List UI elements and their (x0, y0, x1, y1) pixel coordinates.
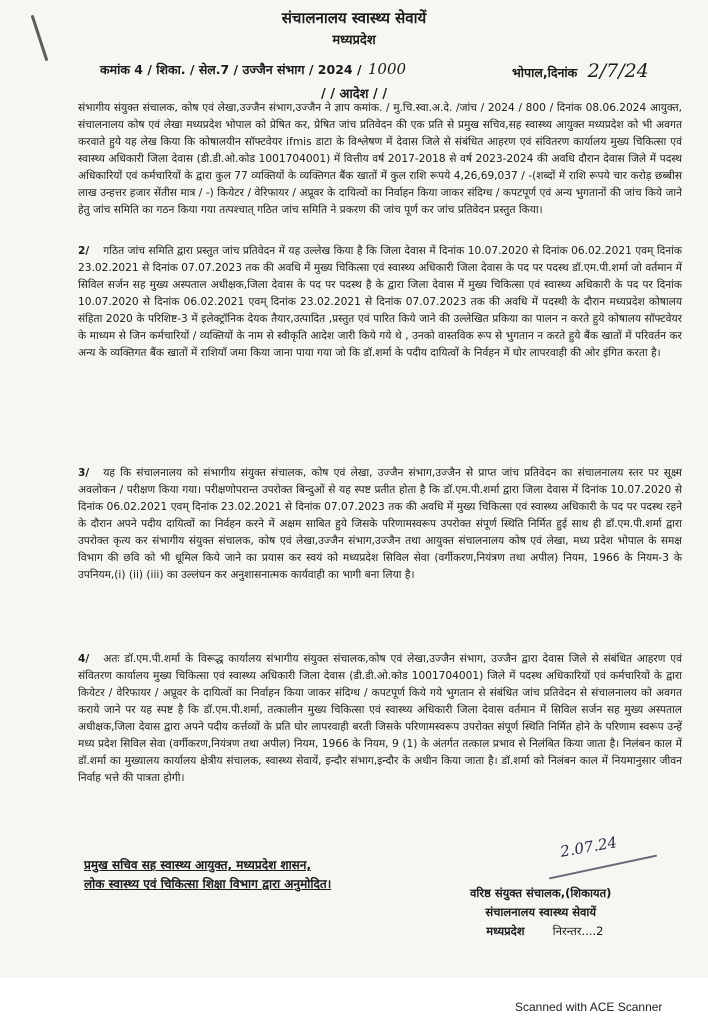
office-heading: संचालनालय स्वास्थ्य सेवायें (281, 9, 427, 27)
place-date (512, 60, 649, 82)
reference-number (100, 60, 408, 78)
reference-prefix: कमांक 4 / शिका. / सेल.7 / उज्जैन संभाग / 2024 / (100, 62, 362, 77)
paragraph-2-number: 2/ (78, 245, 90, 257)
signatory-office: संचालनालय स्वास्थ्य सेवायें (485, 905, 597, 919)
signatory-designation: वरिष्ठ संयुक्त संचालक,(शिकायत) (470, 886, 612, 900)
place-date-label: भोपाल,दिनांक (512, 65, 578, 80)
paragraph-4-number: 4/ (78, 653, 90, 665)
continued-note: निरन्तर....2 (552, 924, 604, 938)
reference-handwritten-number: 1000 (367, 60, 407, 78)
handwritten-date: 2/7/24 (587, 60, 649, 82)
approval-note (84, 856, 331, 894)
paragraph-3-text: यह कि संचालनालय को संभागीय संयुक्त संचालक, कोष एवं लेखा, उज्जैन संभाग,उज्जैन से प्राप्त जांच प्रतिवेदन का संचालनालय स्तर पर सूक्ष्म अवलोकन / परीक्षण किया गया। परीक्षणोपरान्त उपरोक्त बिन्दुओं से यह स्पष्ट प्रतीत होता है कि डॉ.एम.पी.शर्मा द्वारा जिला देवास में दिनांक 10.07.2020 से दिनांक 06.02.2021 एवम् दिनांक 23.02.2021 से दिनांक 07.07.2023 तक की अवधि में मुख्य चिकित्सा एवं स्वास्थ्य अधिकारी के पद पर पदस्थ रहने के दौरान अपने पदीय दायित्वों का निर्वहन करने में अक्षम साबित हुये जिसके परिणामस्वरूप उपरोक्त संपूर्ण स्थिति निर्मित हुई साथ ही डॉ.एम.पी.शर्मा द्वारा उपरोक्त कृत्य कर संभागीय संयुक्त संचालक, कोष एवं लेखा,उज्जैन संभाग,उज्जैन तथा आयुक्त संचालनालय कोष एवं लेखा, मध्य प्रदेश भोपाल के समक्ष विभाग की छवि को भी धूमिल किये जाने का प्रयास कर स्वयं को मध्यप्रदेश सिविल सेवा (वर्गीकरण,नियंत्रण तथा अपील) नियम, 1966 के नियम-3 के उपनियम,(i) (ii) (iii) का उल्लंघन कर अनुशासनात्मक कार्यवाही का भागी बना लिया है। (78, 467, 682, 581)
signatory-state: मध्यप्रदेश (486, 924, 525, 938)
approval-line-2: लोक स्वास्थ्य एवं चिकित्सा शिक्षा विभाग द्वारा अनुमोदित। (84, 877, 332, 891)
paragraph-3 (78, 465, 682, 584)
paragraph-4-text: अतः डॉ.एम.पी.शर्मा के विरूद्ध कार्यालय संभागीय संयुक्त संचालक,कोष एवं लेखा,उज्जैन संभाग, उज्जैन द्वारा देवास जिले से संबंधित आहरण एवं संवितरण कार्यालय मुख्य चिकित्सा एवं स्वास्थ्य अधिकारी जिला देवास (डी.डी.ओ.कोड 1001704001) जिले में पदस्थ अधिकारियों एवं कर्मचारियों के द्वारा कियेटर / वेरिफायर / अप्रूवर के दायित्वों का निर्वाहन किया जाकर संदिग्ध / कपटपूर्ण किये गये भुगतान से संबंधित जांच प्रतिवेदन से संचालनालय को अवगत कराये जाने पर यह स्पष्ट है कि डॉ.एम.पी.शर्मा, तत्कालीन मुख्य चिकित्सा एवं स्वास्थ्य अधिकारी जिला देवास वर्तमान में सिविल सर्जन सह मुख्य अस्पताल अधीक्षक,जिला देवास द्वारा अपने पदीय कर्त्तव्यों के प्रति घोर लापरवाही बरती जिसके परिणामस्वरूप उपरोक्त संपूर्ण स्थिति निर्मित होने के परिणाम स्वरूप उन्हें मध्य प्रदेश सिविल सेवा (वर्गीकरण,नियंत्रण तथा अपील) नियम, 1966 के नियम, 9 (1) के अंतर्गत तत्काल प्रभाव से निलंबित किया जाता है। निलंबन काल में डॉ.शर्मा का मुख्यालय कार्यालय क्षेत्रीय संचालक, स्वास्थ्य सेवायें, इन्दौर संभाग,इन्दौर के अधीन किया जाता है। डॉ.शर्मा को निलंबन काल में नियमानुसार जीवन निर्वाह भत्ते की पात्रता होगी। (78, 653, 682, 784)
signatory-block (470, 884, 611, 941)
state-heading: मध्यप्रदेश (332, 33, 376, 48)
approval-line-1: प्रमुख सचिव सह स्वास्थ्य आयुक्त, मध्यप्रदेश शासन, (84, 858, 312, 872)
paragraph-1 (78, 100, 682, 219)
paragraph-2-text: गठित जांच समिति द्वारा प्रस्तुत जांच प्रतिवेदन में यह उल्लेख किया है कि जिला देवास में दिनांक 10.07.2020 से दिनांक 06.02.2021 एवम् दिनांक 23.02.2021 से दिनांक 07.07.2023 तक की अवधि में मुख्य चिकित्सा एवं स्वास्थ्य अधिकारी जिला देवास के पद पर पदस्थ डॉ.एम.पी.शर्मा जो वर्तमान में सिविल सर्जन सह मुख्य अस्पताल अधीक्षक,जिला देवास के पद पर पदस्थ है के द्वारा जिला देवास में मुख्य चिकित्सा एवं स्वास्थ्य अधिकारी के पद पर दिनांक 10.07.2020 से दिनांक 06.02.2021 एवम् दिनांक 23.02.2021 से दिनांक 07.07.2023 तक की अवधि में पदस्थी के दौरान मध्यप्रदेश कोषालय संहिता 2020 के परिशिष्ट-3 में इलेक्ट्रॉनिक देयक तैयार,उत्पादित ,प्रस्तुत एवं पारित किये जाने की उल्लेखित प्रकिया का पालन न करते हुये कोषालय सॉफ्टवेयर के माध्यम से जिन कर्मचारियों / व्यक्तियों के नाम से स्वीकृति आदेश जारी किये गये थे , उनको वास्तविक रूप से भुगतान न करते हुये बैंक खातों में परिवर्तन कर अन्य के व्यक्तिगत बैंक खातों में राशियाँ जमा किया जाना पाया गया जो कि डॉ.शर्मा के पदीय दायित्वों के निर्वहन में घोर लापरवाही की ओर इंगित करता है। (78, 245, 682, 359)
handwritten-signature-date: 2.07.24 (558, 833, 619, 861)
paragraph-3-number: 3/ (78, 467, 90, 479)
order-title: / / आदेश / / (320, 87, 388, 102)
paragraph-1-text: संभागीय संयुक्त संचालक, कोष एवं लेखा,उज्जैन संभाग,उज्जैन ने ज्ञाप कमांक. / मु.चि.स्वा.अ.दे. /जांच / 2024 / 800 / दिनांक 08.06.2024 आयुक्त, संचालनालय कोष एवं लेखा मध्यप्रदेश भोपाल को प्रेषित कर, प्रेषित जांच प्रतिवेदन की एक प्रति से प्रमुख सचिव,सह स्वास्थ्य आयुक्त मध्यप्रदेश को भी अवगत करवाते हुये यह लेख किया कि कोषालयीन सॉफ्टवेयर ifmis डाटा के विश्लेषण में देवास जिले से संबंधित आहरण एवं संवितरण कार्यालय मुख्य चिकित्सा एवं स्वास्थ्य अधिकारी जिला देवास (डी.डी.ओ.कोड 1001704001) में वित्तीय वर्ष 2017-2018 से वर्ष 2023-2024 की अवधि दौरान देवास जिले में पदस्थ अधिकारियों एवं कर्मचारियों के द्वारा कुल 77 व्यक्तियों के व्यक्तिगत बैंक खातों में कुल राशि रूपये 4,26,69,037 / -(शब्दों में राशि रूपये चार करोड़ छब्बीस लाख उन्हत्तर हजार सेंतीस मात्र / -) कियेटर / वेरिफायर / अप्रूवर के दायित्वों का निर्वाहन किया जाकर संदिग्ध / कपटपूर्ण एवं अन्य भुगतानों की जांच किये जाने हेतु जांच समिति का गठन किया गया तत्पश्चात् गठित जांच समिति ने प्रकरण की जांच पूर्ण कर जांच प्रतिवेदन प्रस्तुत किया। (78, 102, 682, 216)
paragraph-4 (78, 651, 682, 787)
paragraph-2 (78, 243, 682, 362)
scanner-watermark: Scanned with ACE Scanner (515, 1000, 663, 1014)
signatory-state-row (470, 922, 611, 941)
